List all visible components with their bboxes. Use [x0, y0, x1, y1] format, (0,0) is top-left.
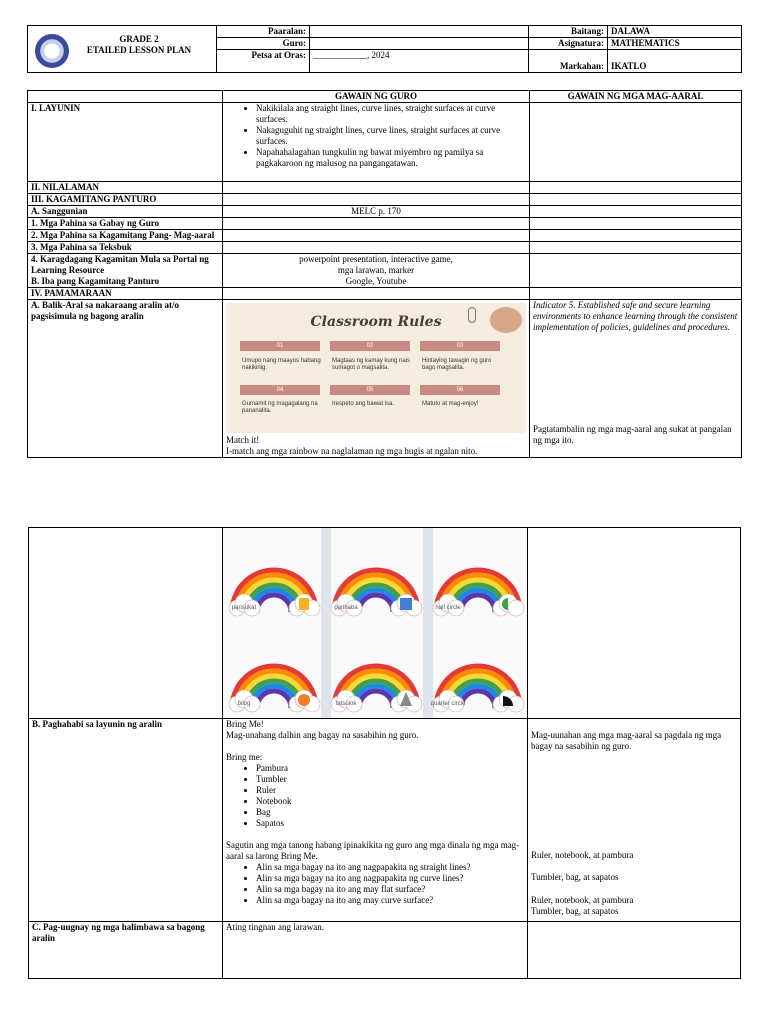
rainbow-label: tatsulok [335, 701, 357, 707]
layunin-item: • Nakikilala ang straight lines, curve lines, straight surfaces at curve surfaces. [256, 103, 526, 125]
question-item: • Alin sa mga bagay na ito ang nagpapakita ng curve lines? [256, 873, 524, 884]
rainbow-arc [461, 595, 495, 612]
question-item: • Alin sa mga bagay na ito ang may flat surface? [256, 884, 524, 895]
rule-text: Irespeto ang bawat isa. [332, 401, 395, 407]
asignatura-label: Asignatura: [529, 38, 608, 50]
question-item: • Alin sa mga bagay na ito ang nagpapakita ng straight lines? [256, 862, 524, 873]
rainbow-card [429, 626, 527, 718]
petsa-value: ____________, 2024 [310, 50, 529, 73]
rainbow-arc [359, 595, 393, 612]
karagdagang-label: 4. Karagdagang Kagamitan Mula sa Portal ng Learning Resource [31, 254, 209, 275]
bring-item: • Pambura [256, 763, 524, 774]
bring-item: • Ruler [256, 785, 524, 796]
header-table [27, 25, 742, 73]
paghahabi-label: B. Paghahabi sa layunin ng aralin [29, 719, 223, 922]
baitang-label: Baitang: [529, 26, 608, 38]
rule-number: 05 [330, 385, 410, 395]
bring-me-desc: Mag-unahang dalhin ang bagay na sasabihin ng guro. [226, 730, 419, 740]
rule-text: Matuto at mag-enjoy! [422, 401, 479, 407]
shape-icon [298, 694, 310, 706]
layunin-item: • Nakaguguhit ng straight lines, curve lines, straight surfaces at curve surfaces. [256, 125, 526, 147]
iba-pang-label: B. Iba pang Kagamitang Panturo [31, 276, 160, 286]
rainbow-arc [257, 595, 291, 612]
rainbow-arc [359, 691, 393, 708]
match-desc: I-match ang mga rainbow na naglalaman ng mga hugis at ngalan nito. [226, 446, 478, 456]
nilalaman-label: II. NILALAMAN [28, 182, 223, 194]
rainbow-label: quarter circle [430, 701, 466, 707]
header-logo-cell [28, 26, 217, 73]
tingnan-text: Ating tingnan ang larawan. [223, 922, 528, 979]
rainbow-card [429, 530, 527, 622]
guro-value [310, 38, 529, 50]
paaralan-label: Paaralan: [217, 26, 310, 38]
materials-line: mga larawan, marker [337, 265, 415, 275]
gabay-label: 1. Mga Pahina sa Gabay ng Guro [28, 218, 223, 230]
rule-text: Hintaying tawagin ng guro bago magsalita. [422, 358, 492, 371]
rule-number: 02 [330, 341, 410, 351]
pagtatambal-text: Pagtatambalin ng mga mag-aaral ang sukat at pangalan ng mga ito. [533, 424, 732, 445]
question-list [226, 862, 524, 906]
grade-label: GRADE 2 [119, 34, 159, 44]
layunin-item: • Napahahalagahan tungkulin ng bawat miyembro ng pamilya sa pagkakaroon ng malusog na pangangatawan. [256, 147, 526, 169]
plan-label: ETAILED LESSON PLAN [86, 45, 192, 55]
match-title: Match it! [226, 435, 260, 445]
answer-text: Ruler, notebook, at pambura [531, 850, 634, 860]
rainbow-arc [461, 691, 495, 708]
deped-seal-icon [35, 34, 69, 68]
paaralan-value [310, 26, 529, 38]
rainbow-matching-image [223, 528, 527, 718]
rule-text: Magtaas ng kamay kung nais sumagot o magsalita. [332, 358, 411, 371]
question-item: • Alin sa mga bagay na ito ang may curve surface? [256, 895, 524, 906]
guro-label: Guro: [217, 38, 310, 50]
sanggunian-label: A. Sanggunian [28, 206, 223, 218]
classroom-rules-slide [226, 303, 526, 433]
bring-item: • Sapatos [256, 818, 524, 829]
rule-number: 01 [240, 341, 320, 351]
asignatura-value: MATHEMATICS [608, 38, 742, 50]
rule-text: Umupo nang maayos habang nakikinig. [242, 358, 321, 371]
baitang-value: DALAWA [608, 26, 742, 38]
bring-item: • Notebook [256, 796, 524, 807]
rule-number: 06 [420, 385, 500, 395]
pamamaraan-label: IV. PAMAMARAAN [28, 288, 223, 300]
kagamitang-label: III. KAGAMITANG PANTURO [28, 194, 223, 206]
rainbow-label: parihaba [334, 605, 358, 611]
materials-line: powerpoint presentation, interactive game, [299, 254, 453, 264]
rainbow-card [225, 530, 323, 622]
student-column-header: GAWAIN NG MGA MAG-AARAL [530, 91, 742, 103]
sagutin-text: Sagutin ang mga tanong habang ipinakikita ng guro ang mga dinala ng mga mag-aaral sa larong Bring Me. [226, 840, 520, 861]
rainbow-arc [257, 691, 291, 708]
pag-uugnay-label: C. Pag-uugnay ng mga halimbawa sa bagong aralin [29, 922, 223, 979]
materials-line: Google, Youtube [345, 276, 407, 286]
rainbow-label: half circle [435, 605, 461, 611]
markahan-label: Markahan: [529, 50, 608, 73]
answer-text: Ruler, notebook, at pambura [531, 895, 634, 905]
teacher-column-header: GAWAIN NG GURO [223, 91, 530, 103]
rainbow-card [327, 626, 425, 718]
bring-item: • Bag [256, 807, 524, 818]
student-bring-text: Mag-uunahan ang mga mag-aaral sa pagdala ng mga bagay na sasabihin ng guro. [531, 730, 722, 751]
rule-number: 03 [420, 341, 500, 351]
rainbow-card [327, 530, 425, 622]
bring-me-title: Bring Me! [226, 719, 264, 729]
bring-item: • Tumbler [256, 774, 524, 785]
answer-text: Tumbler, bag, at sapatos [531, 906, 619, 916]
petsa-label: Petsa at Oras: [217, 50, 310, 73]
kagamitang-pang-label: 2. Mga Pahina sa Kagamitang Pang- Mag-aaral [28, 230, 223, 242]
layunin-list [226, 103, 526, 169]
indicator-text: Indicator 5. Established safe and secure learning environments to enhance learning through the consistent implementation of policies, guidelines and procedures. [533, 300, 738, 332]
slide-title: Classroom Rules [310, 314, 442, 330]
teksbuk-label: 3. Mga Pahina sa Teksbuk [28, 242, 223, 254]
balik-aral-label: A. Balik-Aral sa nakaraang aralin at/o pagsisimula ng bagong aralin [28, 300, 223, 458]
layunin-label: I. LAYUNIN [28, 103, 223, 182]
lesson-table-continued [28, 527, 741, 979]
shape-icon [299, 598, 309, 610]
rule-number: 04 [240, 385, 320, 395]
rainbow-card [225, 626, 323, 718]
bring-me-label: Bring me: [226, 752, 263, 762]
answer-text: Tumbler, bag, at sapatos [531, 872, 619, 882]
lesson-table [27, 90, 742, 458]
sanggunian-value: MELC p. 170 [223, 206, 530, 218]
rule-text: Gumamit ng magagalang na pananalita. [242, 401, 318, 414]
rainbow-label: bilog [237, 701, 251, 707]
bring-list [226, 763, 524, 829]
rainbow-label: parisukat [231, 605, 257, 611]
markahan-value: IKATLO [608, 50, 742, 73]
shape-icon [400, 598, 412, 610]
